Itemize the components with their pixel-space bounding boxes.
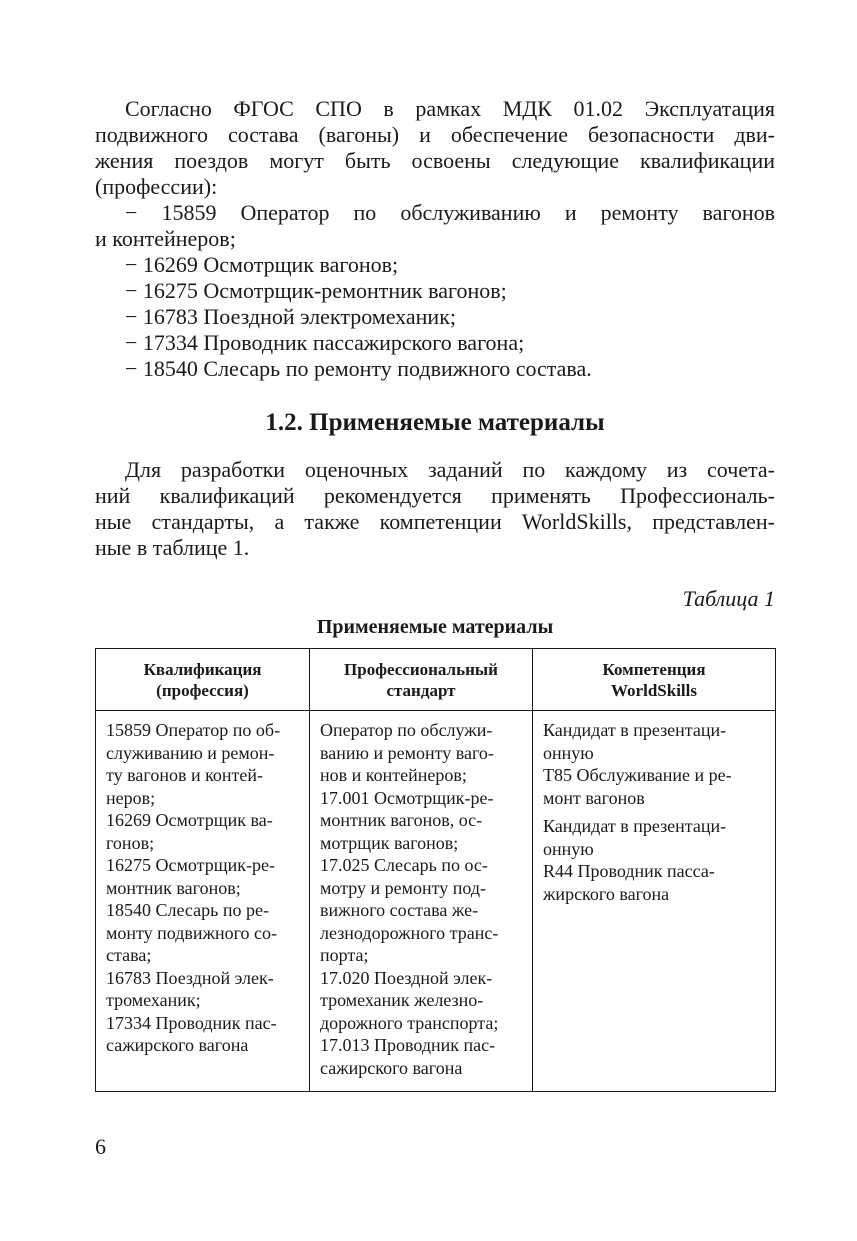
cell-text-line: гонов; <box>106 832 155 853</box>
cell-text-line: монтник вагонов; <box>106 877 241 898</box>
cell-text-line: монт вагонов <box>543 787 645 808</box>
cell-text-line: 17.025 Слесарь по ос- <box>320 855 488 875</box>
cell-competences <box>533 711 776 1092</box>
cell-text-line: монту подвижного со- <box>106 922 278 943</box>
header-qualification: Квалификация (профессия) <box>96 649 310 711</box>
list-item: − 16269 Осмотрщик вагонов; <box>125 252 399 277</box>
cell-text-line: 17.013 Проводник пас- <box>320 1035 496 1055</box>
section-line: ные в таблице 1. <box>95 535 250 560</box>
cell-text-line: 17334 Проводник пас- <box>106 1012 277 1033</box>
cell-text-line: сажирского вагона <box>106 1035 249 1055</box>
intro-paragraph <box>95 96 775 200</box>
cell-text-line: неров; <box>106 787 156 808</box>
cell-text-line: Кандидат в презентаци- <box>543 720 727 740</box>
table-title: Применяемые материалы <box>316 616 554 638</box>
list-item: − 18540 Слесарь по ремонту подвижного состава. <box>125 356 592 381</box>
cell-text-line: сажирского вагона <box>320 1057 463 1078</box>
table-header-row <box>96 649 776 711</box>
cell-text-line: служиванию и ремон- <box>106 742 275 763</box>
cell-text-line: монтник вагонов, ос- <box>320 810 483 830</box>
section-paragraph <box>95 457 775 561</box>
table-label: Таблица 1 <box>682 586 775 611</box>
cell-qualifications <box>96 711 310 1092</box>
cell-text-line: 17.020 Поездной элек- <box>320 967 493 988</box>
cell-text-line: ванию и ремонту ваго- <box>320 742 494 763</box>
cell-text-line: онную <box>543 742 594 763</box>
cell-text-line: 15859 Оператор по об- <box>106 720 281 740</box>
page-content <box>95 96 775 1092</box>
intro-line: (профессии): <box>95 174 218 199</box>
cell-text-line: ту вагонов и контей- <box>106 765 264 785</box>
cell-text-line: R44 Проводник пасса- <box>543 861 715 881</box>
cell-text-line: вижного состава же- <box>320 900 479 920</box>
cell-text-line: 16269 Осмотрщик ва- <box>106 810 273 830</box>
intro-line: жения поездов могут быть освоены следующие квалификации <box>95 148 775 173</box>
list-item: − 15859 Оператор по обслуживанию и ремонту вагонов <box>125 200 775 225</box>
cell-text-line: дорожного транспорта; <box>320 1012 499 1033</box>
qualification-list <box>95 200 775 382</box>
list-item: − 16783 Поездной электромеханик; <box>125 304 456 329</box>
table-row <box>96 711 776 1092</box>
list-item-continuation: и контейнеров; <box>95 226 236 251</box>
cell-text-line: нов и контейнеров; <box>320 765 467 785</box>
cell-text-line: порта; <box>320 945 369 965</box>
header-standard: Профессиональный стандарт <box>310 649 533 711</box>
cell-text-line: тромеханик; <box>106 990 201 1010</box>
cell-text-line: Т85 Обслуживание и ре- <box>543 765 732 785</box>
cell-text-line: Кандидат в презентаци- <box>543 816 727 836</box>
intro-line: подвижного состава (вагоны) и обеспечение безопасности дви- <box>95 122 775 147</box>
cell-text-line: 16275 Осмотрщик-ре- <box>106 855 275 875</box>
cell-text-line: 18540 Слесарь по ре- <box>106 900 269 920</box>
list-item: − 17334 Проводник пассажирского вагона; <box>125 330 525 355</box>
page-number: 6 <box>95 1134 106 1159</box>
cell-text-line: 16783 Поездной элек- <box>106 967 274 988</box>
cell-text-line: жирского вагона <box>543 883 670 904</box>
cell-text-line: мотрщик вагонов; <box>320 832 459 853</box>
cell-text-line: онную <box>543 838 594 859</box>
list-item: − 16275 Осмотрщик-ремонтник вагонов; <box>125 278 507 303</box>
intro-line: Согласно ФГОС СПО в рамках МДК 01.02 Эксплуатация <box>125 96 775 121</box>
cell-standards <box>310 711 533 1092</box>
header-competence: Компетенция WorldSkills <box>533 649 776 711</box>
section-line: ний квалификаций рекомендуется применять Профессиональ- <box>95 483 775 508</box>
section-heading: 1.2. Применяемые материалы <box>265 409 605 436</box>
cell-text-line: тромеханик железно- <box>320 990 484 1010</box>
section-line: Для разработки оценочных заданий по каждому из сочета- <box>125 457 775 482</box>
materials-table <box>95 648 776 1092</box>
cell-text-line: мотру и ремонту под- <box>320 877 487 898</box>
section-line: ные стандарты, а также компетенции WorldSkills, представлен- <box>95 509 775 534</box>
cell-text-line: става; <box>106 945 152 965</box>
cell-text-line: 17.001 Осмотрщик-ре- <box>320 787 494 808</box>
cell-text-line: лезнодорожного транс- <box>320 922 499 943</box>
cell-text-line: Оператор по обслужи- <box>320 720 493 740</box>
